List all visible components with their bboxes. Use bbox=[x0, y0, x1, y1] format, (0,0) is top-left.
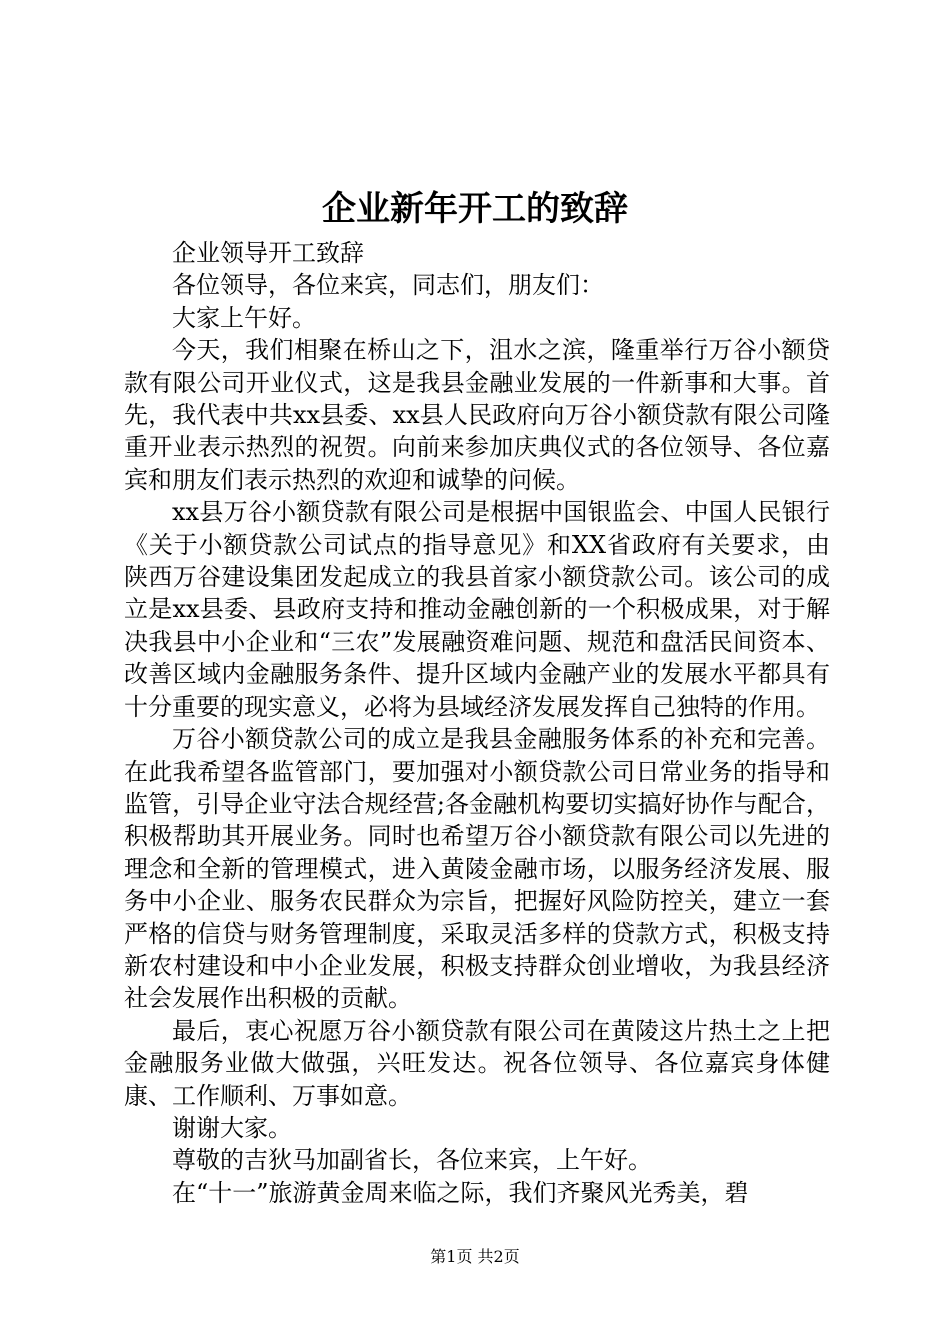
paragraph: 万谷小额贷款公司的成立是我县金融服务体系的补充和完善。在此我希望各监管部门，要加强对小额贷款公司日常业务的指导和监管，引导企业守法合规经营;各金融机构要切实搞好协作与配合，积极帮助其开展业务。同时也希望万谷小额贷款有限公司以先进的理念和全新的管理模式，进入黄陵金融市场，以服务经济发展、服务中小企业、服务农民群众为宗旨，把握好风险防控关，建立一套严格的信贷与财务管理制度，采取灵活多样的贷款方式，积极支持新农村建设和中小企业发展，积极支持群众创业增收，为我县经济社会发展作出积极的贡献。 bbox=[124, 725, 830, 1013]
paragraph: 谢谢大家。 bbox=[172, 1113, 292, 1142]
paragraph: 尊敬的吉狄马加副省长，各位来宾，上午好。 bbox=[172, 1146, 652, 1175]
paragraph: 大家上午好。 bbox=[172, 303, 316, 332]
document-title: 企业新年开工的致辞 bbox=[322, 189, 628, 229]
paragraph: 企业领导开工致辞 bbox=[172, 239, 364, 267]
paragraph: 今天，我们相聚在桥山之下，沮水之滨，隆重举行万谷小额贷款有限公司开业仪式，这是我县金融业发展的一件新事和大事。首先，我代表中共xx县委、xx县人民政府向万谷小额贷款有限公司隆重开业表示热烈的祝贺。向前来参加庆典仪式的各位领导、各位嘉宾和朋友们表示热烈的欢迎和诚挚的问候。 bbox=[124, 336, 830, 494]
paragraph: 最后，衷心祝愿万谷小额贷款有限公司在黄陵这片热土之上把金融服务业做大做强，兴旺发达。祝各位领导、各位嘉宾身体健康、工作顺利、万事如意。 bbox=[124, 1016, 830, 1110]
page-number-footer: 第1页 共2页 bbox=[430, 1247, 520, 1266]
document-body bbox=[124, 237, 830, 1209]
paragraph: xx县万谷小额贷款有限公司是根据中国银监会、中国人民银行《关于小额贷款公司试点的指导意见》和XX省政府有关要求，由陕西万谷建设集团发起成立的我县首家小额贷款公司。该公司的成立是xx县委、县政府支持和推动金融创新的一个积极成果，对于解决我县中小企业和“三农”发展融资难问题、规范和盘活民间资本、改善区域内金融服务条件、提升区域内金融产业的发展水平都具有十分重要的现实意义，必将为县域经济发展发挥自己独特的作用。 bbox=[124, 498, 830, 721]
paragraph: 在“十一”旅游黄金周来临之际，我们齐聚风光秀美，碧 bbox=[172, 1178, 749, 1207]
paragraph: 各位领导，各位来宾，同志们，朋友们： bbox=[172, 271, 604, 300]
